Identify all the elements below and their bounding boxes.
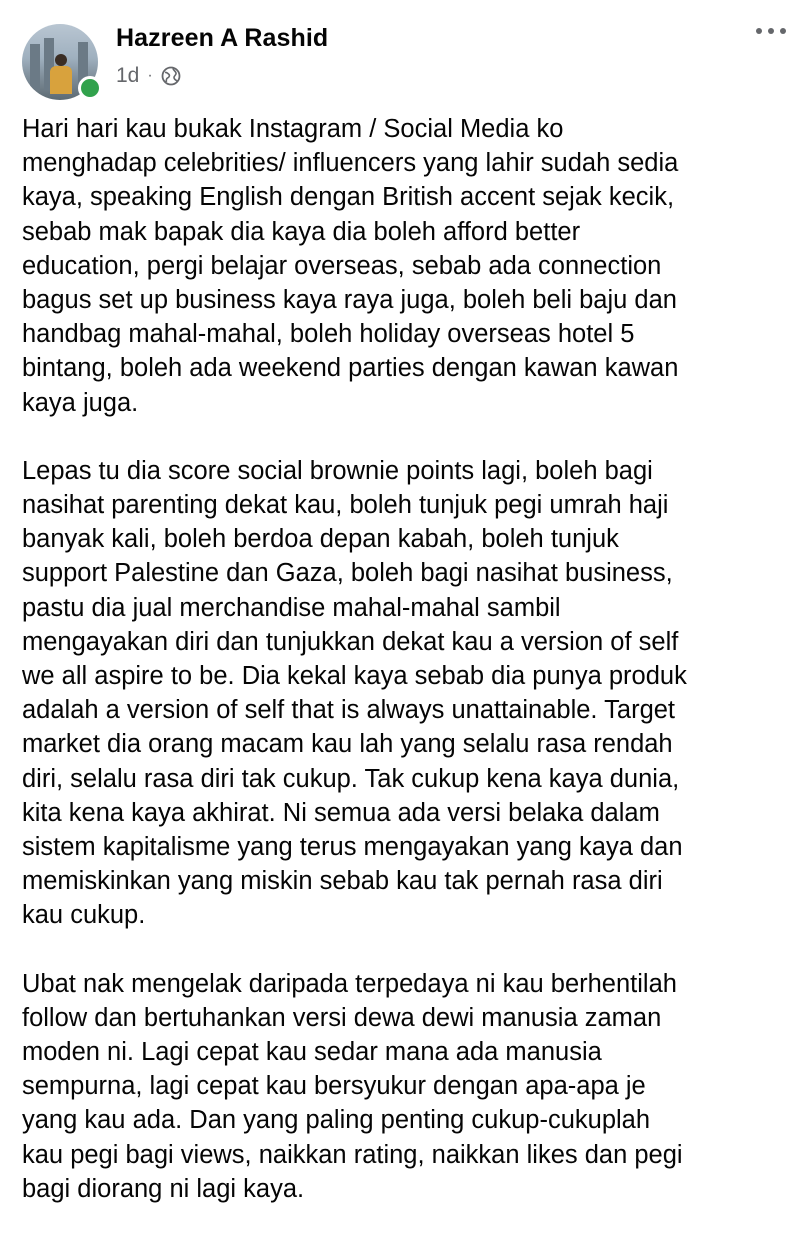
ellipsis-horizontal-icon[interactable]	[756, 28, 786, 34]
avatar[interactable]	[22, 24, 98, 100]
post-header	[0, 0, 810, 110]
post-body	[22, 112, 792, 1240]
author-name[interactable]: Hazreen A Rashid	[116, 24, 329, 52]
post-time[interactable]: 1d	[116, 64, 140, 87]
post-meta	[116, 64, 181, 88]
online-status-dot	[78, 76, 102, 100]
globe-icon[interactable]	[161, 66, 181, 86]
meta-separator: ·	[147, 67, 153, 84]
post-paragraph-1: Hari hari kau bukak Instagram / Social Media ko menghadap celebrities/ influencers yang lahir sudah sedia kaya, speaking English dengan British accent sejak kecik, sebab mak bapak dia kaya dia boleh afford better education, pergi belajar overseas, sebab ada connection bagus set up business kaya raya juga, boleh beli baju dan handbag mahal-mahal, boleh holiday overseas hotel 5 bintang, boleh ada weekend parties dengan kawan kawan kaya juga.	[22, 115, 679, 417]
post-paragraph-3: Ubat nak mengelak daripada terpedaya ni kau berhentilah follow dan bertuhankan versi dewa dewi manusia zaman moden ni. Lagi cepat kau sedar mana ada manusia sempurna, lagi cepat kau bersyukur dengan apa-apa je yang kau ada. Dan yang paling penting cukup-cukuplah kau pegi bagi views, naikkan rating, naikkan likes dan pegi bagi diorang ni lagi kaya.	[22, 969, 683, 1203]
post-paragraph-2: Lepas tu dia score social brownie points lagi, boleh bagi nasihat parenting dekat kau, boleh tunjuk pegi umrah haji banyak kali, boleh berdoa depan kabah, boleh tunjuk support Palestine dan Gaza, boleh bagi nasihat business, pastu dia jual merchandise mahal-mahal sambil mengayakan diri dan tunjukkan dekat kau a version of self we all aspire to be. Dia kekal kaya sebab dia punya produk adalah a version of self that is always unattainable. Target market dia orang macam kau lah yang selalu rasa rendah diri, selalu rasa diri tak cukup. Tak cukup kena kaya dunia, kita kena kaya akhirat. Ni semua ada versi belaka dalam sistem kapitalisme yang terus mengayakan yang kaya dan memiskinkan yang miskin sebab kau tak pernah rasa diri kau cukup.	[22, 456, 687, 930]
